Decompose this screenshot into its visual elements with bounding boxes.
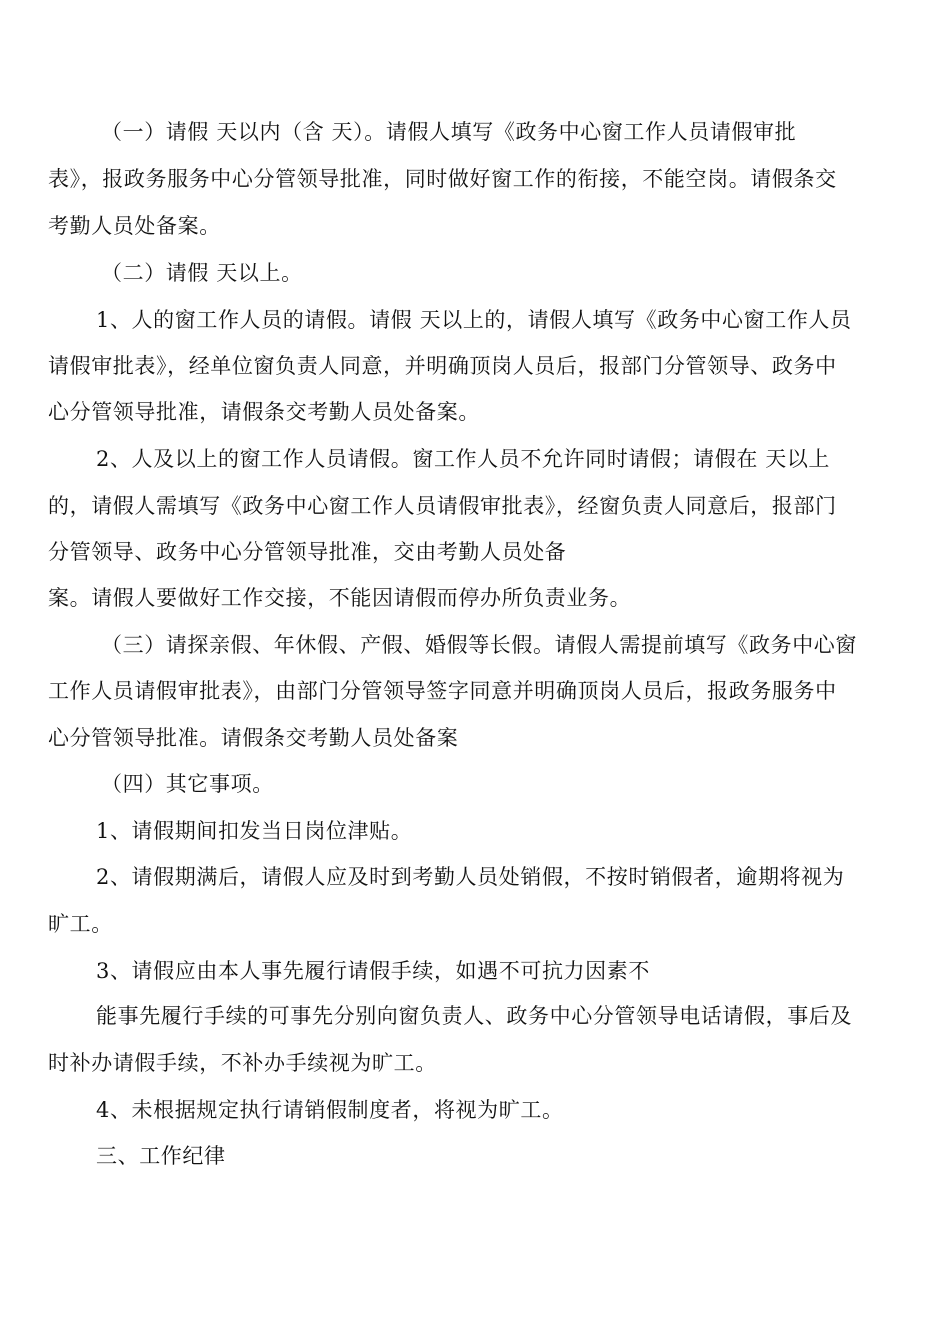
text-line: 考勤人员处备案。 (48, 214, 221, 238)
text-line: 2、请假期满后，请假人应及时到考勤人员处销假，不按时销假者，逾期将视为 (96, 865, 845, 889)
text-line: 能事先履行手续的可事先分别向窗负责人、政务中心分管领导电话请假，事后及 (96, 1004, 852, 1028)
text-line: 旷工。 (48, 912, 113, 936)
text-line: 分管领导、政务中心分管领导批准，交由考勤人员处备 (48, 540, 567, 564)
text-line: 表》，报政务服务中心分管领导批准，同时做好窗工作的衔接，不能空岗。请假条交 (48, 167, 837, 191)
text-line: （一）请假 天以内（含 天）。请假人填写《政务中心窗工作人员请假审批 (101, 120, 797, 144)
text-line: 4、未根据规定执行请销假制度者，将视为旷工。 (96, 1098, 564, 1122)
text-line: 时补办请假手续，不补办手续视为旷工。 (48, 1051, 437, 1075)
text-line: 三、工作纪律 (96, 1144, 226, 1168)
text-line: 1、人的窗工作人员的请假。请假 天以上的，请假人填写《政务中心窗工作人员 (96, 308, 852, 332)
text-line: （三）请探亲假、年休假、产假、婚假等长假。请假人需提前填写《政务中心窗 (101, 633, 857, 657)
text-line: 请假审批表》，经单位窗负责人同意，并明确顶岗人员后，报部门分管领导、政务中 (48, 354, 837, 378)
text-line: 案。请假人要做好工作交接，不能因请假而停办所负责业务。 (48, 586, 632, 610)
text-line: 3、请假应由本人事先履行请假手续，如遇不可抗力因素不 (96, 959, 650, 983)
text-line: （二）请假 天以上。 (101, 261, 303, 285)
text-line: 2、人及以上的窗工作人员请假。窗工作人员不允许同时请假；请假在 天以上 (96, 447, 831, 471)
text-line: 心分管领导批准。请假条交考勤人员处备案 (48, 726, 459, 750)
text-line: 心分管领导批准，请假条交考勤人员处备案。 (48, 400, 480, 424)
text-line: 的，请假人需填写《政务中心窗工作人员请假审批表》，经窗负责人同意后，报部门 (48, 494, 837, 518)
text-line: （四）其它事项。 (101, 772, 274, 796)
text-line: 工作人员请假审批表》，由部门分管领导签字同意并明确顶岗人员后，报政务服务中 (48, 679, 837, 703)
text-line: 1、请假期间扣发当日岗位津贴。 (96, 819, 413, 843)
